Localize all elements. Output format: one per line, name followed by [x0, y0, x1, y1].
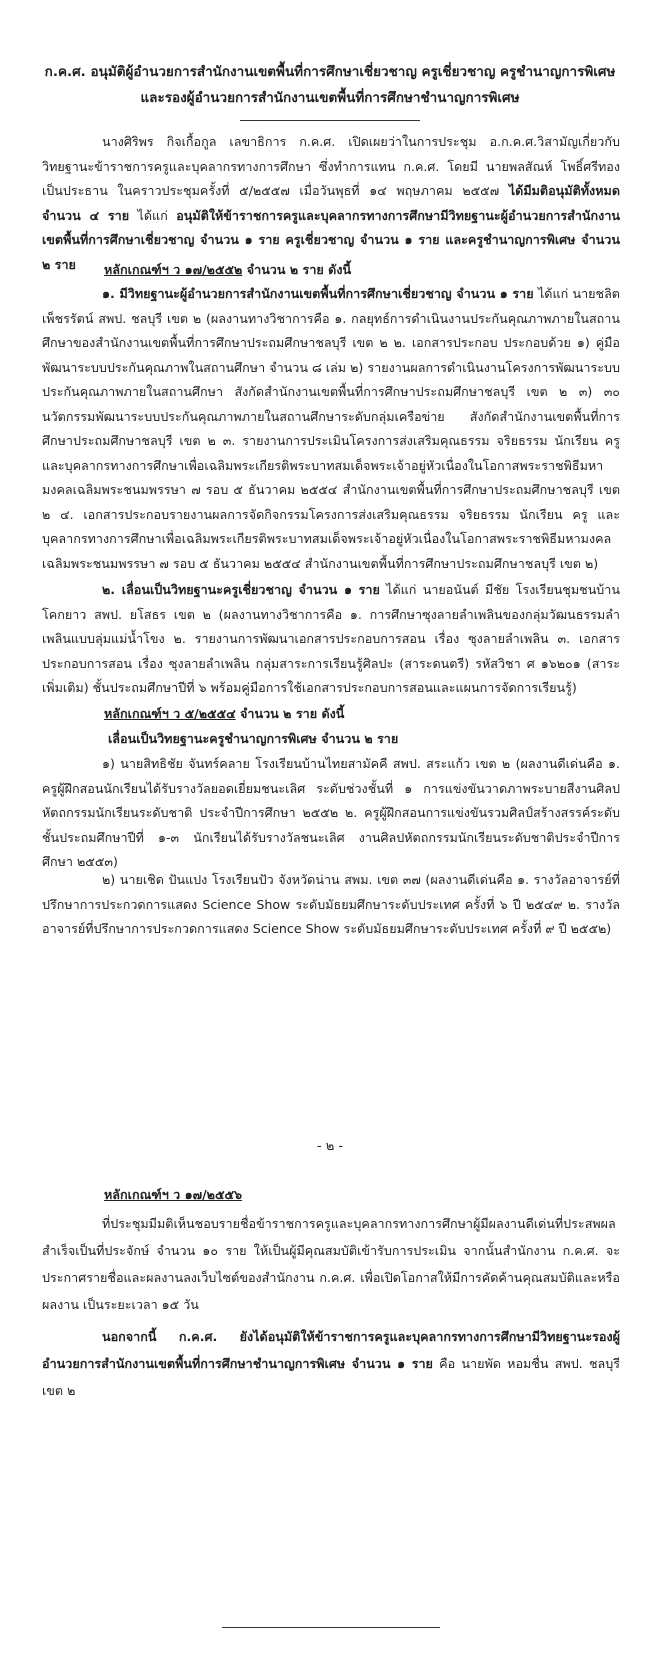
criteria-1-heading: หลักเกณฑ์ฯ ว ๑๗/๒๕๕๒ จำนวน ๒ ราย ดังนี้ [104, 262, 352, 277]
footer-divider [222, 1627, 440, 1628]
title-divider [240, 120, 420, 121]
criteria-1-item-1: ๑. มีวิทยฐานะผู้อำนวยการสำนักงานเขตพื้นที่การศึกษาเชี่ยวชาญ จำนวน ๑ ราย ได้แก่ นายชลิต เพ็ชรรัตน์ สพป. ชลบุรี เขต ๒ (ผลงานทางวิชาการคือ ๑. กลยุทธ์การดำเนินงานประกันคุณภาพภายในสถานศึกษาของสำนักงานเขตพื้นที่การศึกษาประถมศึกษาชลบุรี เขต ๒ ๒. เอกสารประกอบ ประกอบด้วย ๑) คู่มือพัฒนาระบบประกันคุณภาพในสถานศึกษา จำนวน ๘ เล่ม ๒) รายงานผลการดำเนินงานโครงการพัฒนาระบบประกันคุณภาพภายในสถานศึกษา สังกัดสำนักงานเขตพื้นที่การศึกษาประถมศึกษาชลบุรี เขต ๒ ๓) ๓๐ นวัตกรรมพัฒนาระบบประกันคุณภาพภายในสถานศึกษาระดับกลุ่มเครือข่าย สังกัดสำนักงานเขตพื้นที่การศึกษาประถมศึกษาชลบุรี เขต ๒ ๓. รายงานการประเมินโครงการส่งเสริมคุณธรรม จริยธรรม นักเรียน ครู และบุคลากรทางการศึกษาเพื่อเฉลิมพระเกียรติพระบาทสมเด็จพระเจ้าอยู่หัวเนื่องในโอกาสพระราชพิธีมหามงคลเฉลิมพระชนมพรรษา ๗ รอบ ๕ ธันวาคม ๒๕๕๔ สำนักงานเขตพื้นที่การศึกษาประถมศึกษาชลบุรี เขต ๒ ๔. เอกสารประกอบรายงานผลการจัดกิจกรรมโครงการส่งเสริมคุณธรรม จริยธรรม นักเรียน ครู และบุคลากรทางการศึกษาเพื่อเฉลิมพระเกียรติพระบาทสมเด็จพระเจ้าอยู่หัวเนื่องในโอกาสพระราชพิธีมหามงคลเฉลิมพระชนมพรรษา ๗ รอบ ๕ ธันวาคม ๒๕๕๔ สำนักงานเขตพื้นที่การศึกษาประถมศึกษาชลบุรี เขต ๒) [42, 286, 620, 571]
criteria-2-subheading: เลื่อนเป็นวิทยฐานะครูชำนาญการพิเศษ จำนวน ๒ ราย [108, 731, 399, 746]
criteria-2-heading: หลักเกณฑ์ฯ ว ๕/๒๕๕๔ จำนวน ๒ ราย ดังนี้ [104, 706, 345, 721]
criteria-2-item-1: ๑) นายสิทธิชัย จันทร์คลาย โรงเรียนบ้านไทยสามัคคี สพป. สระแก้ว เขต ๒ (ผลงานดีเด่นคือ ๑. ครูผู้ฝึกสอนนักเรียนได้รับรางวัลยอดเยี่ยมชนะเลิศ ระดับช่วงชั้นที่ ๑ การแข่งขันวาดภาพระบายสีงานศิลปหัตถกรรมนักเรียนระดับชาติ ประจำปีการศึกษา ๒๕๕๒ ๒. ครูผู้ฝึกสอนการแข่งขันรวมศิลป์สร้างสรรค์ระดับชั้นประถมศึกษาปีที่ ๑-๓ นักเรียนได้รับรางวัลชนะเลิศ งานศิลปหัตถกรรมนักเรียนระดับชาติประจำปีการศึกษา ๒๕๕๓) [42, 756, 620, 869]
criteria-2-item-2: ๒) นายเชิด ปันแปง โรงเรียนปัว จังหวัดน่าน สพม. เขต ๓๗ (ผลงานดีเด่นคือ ๑. รางวัลอาจารย์ที่ปรึกษาการประกวดการแสดง Science Show ระดับมัธยมศึกษาระดับประเทศ ครั้งที่ ๖ ปี ๒๕๔๙ ๒. รางวัลอาจารย์ที่ปรึกษาการประกวดการแสดง Science Show ระดับมัธยมศึกษาระดับประเทศ ครั้งที่ ๙ ปี ๒๕๕๒) [42, 872, 620, 936]
closing-paragraph: นอกจากนี้ ก.ค.ศ. ยังได้อนุมัติให้ข้าราชการครูและบุคลากรทางการศึกษามีวิทยฐานะรองผู้อำนวยการสำนักงานเขตพื้นที่การศึกษาชำนาญการพิเศษ จำนวน ๑ ราย คือ นายพัด หอมชื่น สพป. ชลบุรี เขต ๒ [42, 1329, 620, 1398]
title-line-1: ก.ค.ศ. อนุมัติผู้อำนวยการสำนักงานเขตพื้นที่การศึกษาเชี่ยวชาญ ครูเชี่ยวชาญ ครูชำนาญการพิเศษ [44, 64, 616, 80]
intro-paragraph: นางศิริพร กิจเกื้อกูล เลขาธิการ ก.ค.ศ. เปิดเผยว่าในการประชุม อ.ก.ค.ศ.วิสามัญเกี่ยวกับวิทยฐานะข้าราชการครูและบุคลากรทางการศึกษา ซึ่งทำการแทน ก.ค.ศ. โดยมี นายพลสัณห์ โพธิ์ศรีทอง เป็นประธาน ในคราวประชุมครั้งที่ ๕/๒๕๕๗ เมื่อวันพุธที่ ๑๔ พฤษภาคม ๒๕๕๗ ได้มีมติอนุมัติทั้งหมด จำนวน ๔ ราย ได้แก่ อนุมัติให้ข้าราชการครูและบุคลากรทางการศึกษามีวิทยฐานะผู้อำนวยการสำนักงานเขตพื้นที่การศึกษาเชี่ยวชาญ จำนวน ๑ ราย ครูเชี่ยวชาญ จำนวน ๑ ราย และครูชำนาญการพิเศษ จำนวน ๒ ราย [42, 134, 620, 272]
criteria-3-heading: หลักเกณฑ์ฯ ว ๑๗/๒๕๕๖ [104, 1187, 243, 1202]
criteria-1-item-2: ๒. เลื่อนเป็นวิทยฐานะครูเชี่ยวชาญ จำนวน ๑ ราย ได้แก่ นายอนันต์ มีชัย โรงเรียนชุมชนบ้านโคกยาว สพป. ยโสธร เขต ๒ (ผลงานทางวิชาการคือ ๑. การศึกษาซุงลายลำเพลินของกลุ่มวัฒนธรรมลำเพลินแบบลุ่มแม่น้ำโขง ๒. รายงานการพัฒนาเอกสารประกอบการสอน เรื่อง ซุงลายลำเพลิน ๓. เอกสารประกอบการสอน เรื่อง ซุงลายลำเพลิน กลุ่มสาระการเรียนรู้ศิลปะ (สาระดนตรี) รหัสวิชา ศ ๑๖๒๐๑ (สาระเพิ่มเติม) ชั้นประถมศึกษาปีที่ ๖ พร้อมคู่มือการใช้เอกสารประกอบการสอนและแผนการจัดการเรียนรู้) [42, 582, 620, 695]
criteria-3-paragraph: ที่ประชุมมีมติเห็นชอบรายชื่อข้าราชการครูและบุคลากรทางการศึกษาผู้มีผลงานดีเด่นที่ประสพผลสำเร็จเป็นที่ประจักษ์ จำนวน ๑๐ ราย ให้เป็นผู้มีคุณสมบัติเข้ารับการประเมิน จากนั้นสำนักงาน ก.ค.ศ. จะประกาศรายชื่อและผลงานลงเว็บไซต์ของสำนักงาน ก.ค.ศ. เพื่อเปิดโอกาสให้มีการคัดค้านคุณสมบัติและหรือผลงาน เป็นระยะเวลา ๑๕ วัน [42, 1216, 620, 1312]
title-line-2: และรองผู้อำนวยการสำนักงานเขตพื้นที่การศึกษาชำนาญการพิเศษ [140, 90, 520, 106]
page-number: - ๒ - [316, 1139, 344, 1154]
